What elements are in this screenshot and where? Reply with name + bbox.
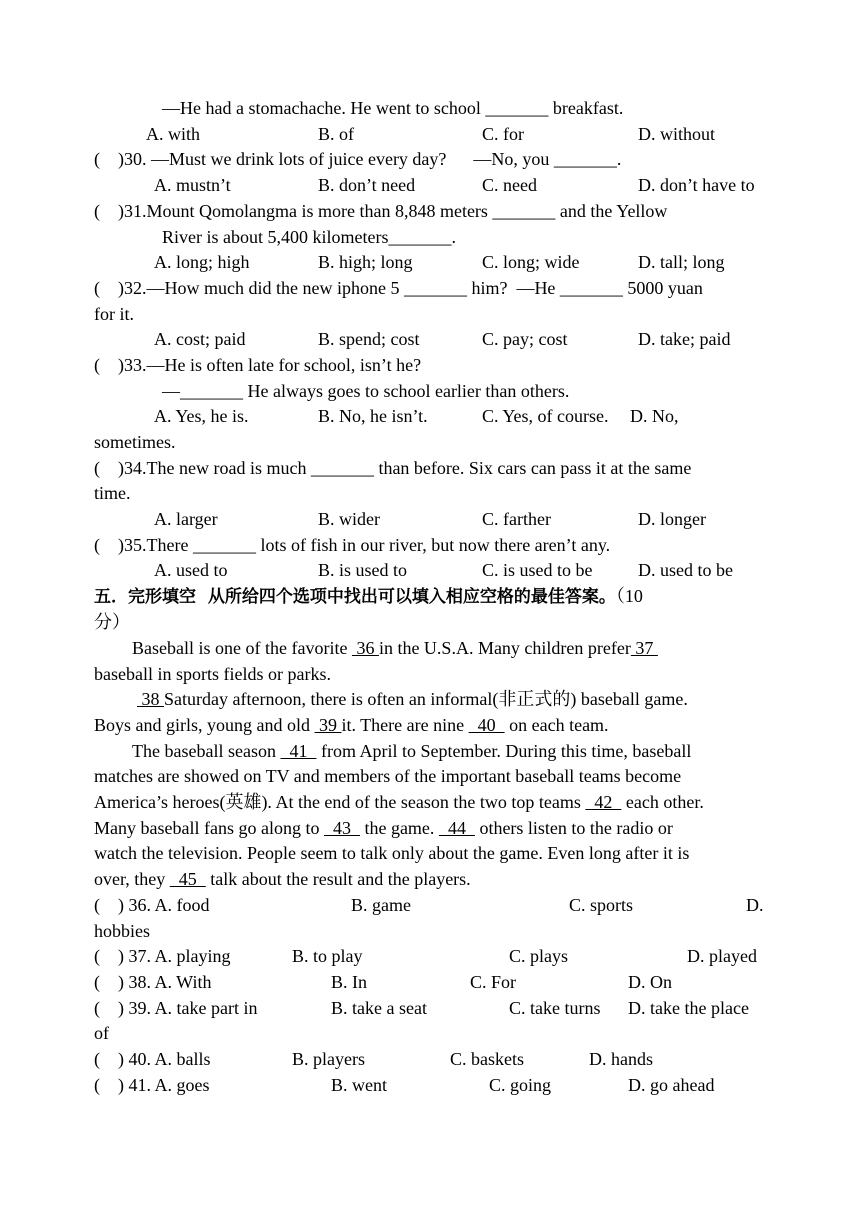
q32-option-a: A. cost; paid [154,329,246,349]
blank-44: 44 [438,818,475,838]
q35-option-d: D. used to be [638,560,733,580]
q32-stem-cont: for it. [94,304,134,324]
cloze-39-d-cont: of [94,1023,109,1043]
section-5-heading [94,584,643,608]
passage-line-6: matches are showed on TV and members of the important baseball teams become [94,766,682,786]
section-5-points-cont: 分） [94,612,130,632]
cloze-36-b: B. game [351,895,411,915]
q35-option-c: C. is used to be [482,560,593,580]
cloze-39-b: B. take a seat [331,998,427,1018]
q33-stem-cont: —_______ He always goes to school earlier than others. [162,381,570,401]
cloze-37-b: B. to play [292,946,363,966]
blank-38: 38 [137,689,164,709]
q29-option-c: C. for [482,124,524,144]
q32-option-d: D. take; paid [638,329,731,349]
cloze-38-c: C. For [470,972,517,992]
blank-43: 43 [323,818,360,838]
q31-option-b: B. high; long [318,252,413,272]
passage-text: in the U.S.A. Many children prefer [378,638,631,658]
cloze-39-c: C. take turns [509,998,601,1018]
q30-option-a: A. mustn’t [154,175,231,195]
section-5-title: 五．完形填空 从所给四个选项中找出可以填入相应空格的最佳答案。 [94,587,616,607]
q29-option-d: D. without [638,124,716,144]
cloze-41-b: B. went [331,1075,387,1095]
passage-line-2: baseball in sports fields or parks. [94,664,331,684]
blank-36: 36 [351,638,379,658]
passage-text: each other. [621,792,704,812]
blank-42: 42 [585,792,622,812]
q29-option-a: A. with [146,124,200,144]
cloze-40-b: B. players [292,1049,365,1069]
cloze-40-a: ( ) 40. A. balls [94,1049,211,1069]
q31-stem: ( )31.Mount Qomolangma is more than 8,848 meters _______ and the Yellow [94,201,668,221]
q33-option-d-cont: sometimes. [94,432,176,452]
q35-stem: ( )35.There _______ lots of fish in our river, but now there aren’t any. [94,535,611,555]
blank-40: 40 [468,715,505,735]
cloze-40-d: D. hands [589,1049,653,1069]
cloze-39-d: D. take the place [628,998,749,1018]
section-5-points: （10 [615,586,643,606]
passage-text: from April to September. During this time, baseball [316,741,692,761]
cloze-36-d-cont: hobbies [94,921,150,941]
cloze-41-d: D. go ahead [628,1075,715,1095]
blank-39: 39 [314,715,342,735]
q31-option-d: D. tall; long [638,252,725,272]
q33-stem: ( )33.—He is often late for school, isn’t he? [94,355,422,375]
q30-option-c: C. need [482,175,537,195]
cloze-38-d: D. On [628,972,672,992]
q31-stem-cont: River is about 5,400 kilometers_______. [162,227,456,247]
passage-text: Saturday afternoon, there is often an informal(非正式的) baseball game. [164,689,688,709]
passage-text: Baseball is one of the favorite [132,638,352,658]
passage-line-1 [132,636,658,660]
q29-stem: —He had a stomachache. He went to school _______ breakfast. [162,98,624,118]
cloze-36-a: ( ) 36. A. food [94,895,210,915]
blank-41: 41 [280,741,317,761]
passage-line-7 [94,790,704,814]
q29-option-b: B. of [318,124,354,144]
q31-option-c: C. long; wide [482,252,580,272]
passage-line-9: watch the television. People seem to talk only about the game. Even long after it is [94,843,690,863]
passage-text: it. There are nine [341,715,469,735]
passage-line-3 [137,687,688,711]
passage-line-5 [132,739,691,763]
passage-text: talk about the result and the players. [205,869,471,889]
blank-37: 37 [630,638,658,658]
passage-line-8 [94,816,673,840]
cloze-36-c: C. sports [569,895,634,915]
q34-stem: ( )34.The new road is much _______ than before. Six cars can pass it at the same [94,458,692,478]
q30-option-b: B. don’t need [318,175,416,195]
cloze-38-a: ( ) 38. A. With [94,972,212,992]
passage-text: others listen to the radio or [474,818,673,838]
passage-line-4 [94,713,609,737]
cloze-37-d: D. played [687,946,757,966]
cloze-36-d: D. [746,895,764,915]
q34-option-a: A. larger [154,509,218,529]
q34-stem-cont: time. [94,483,131,503]
passage-text: Many baseball fans go along to [94,818,324,838]
blank-45: 45 [169,869,206,889]
cloze-41-c: C. going [489,1075,552,1095]
passage-text: Boys and girls, young and old [94,715,315,735]
passage-text: on each team. [504,715,609,735]
q33-option-c: C. Yes, of course. [482,406,609,426]
passage-text: over, they [94,869,170,889]
q31-option-a: A. long; high [154,252,250,272]
cloze-41-a: ( ) 41. A. goes [94,1075,210,1095]
q30-option-d: D. don’t have to [638,175,755,195]
cloze-40-c: C. baskets [450,1049,524,1069]
q32-option-b: B. spend; cost [318,329,420,349]
q33-option-b: B. No, he isn’t. [318,406,428,426]
passage-text: The baseball season [132,741,281,761]
q33-option-d: D. No, [630,406,679,426]
cloze-37-c: C. plays [509,946,569,966]
q30-stem: ( )30. —Must we drink lots of juice every day? —No, you _______. [94,149,622,169]
q35-option-b: B. is used to [318,560,408,580]
passage-text: America’s heroes(英雄). At the end of the season the two top teams [94,792,586,812]
q34-option-d: D. longer [638,509,706,529]
q32-stem: ( )32.—How much did the new iphone 5 _______ him? —He _______ 5000 yuan [94,278,703,298]
q35-option-a: A. used to [154,560,228,580]
passage-line-10 [94,867,471,891]
cloze-37-a: ( ) 37. A. playing [94,946,231,966]
q32-option-c: C. pay; cost [482,329,568,349]
q34-option-b: B. wider [318,509,380,529]
cloze-38-b: B. In [331,972,367,992]
q34-option-c: C. farther [482,509,551,529]
passage-text: the game. [359,818,439,838]
cloze-39-a: ( ) 39. A. take part in [94,998,258,1018]
q33-option-a: A. Yes, he is. [154,406,249,426]
